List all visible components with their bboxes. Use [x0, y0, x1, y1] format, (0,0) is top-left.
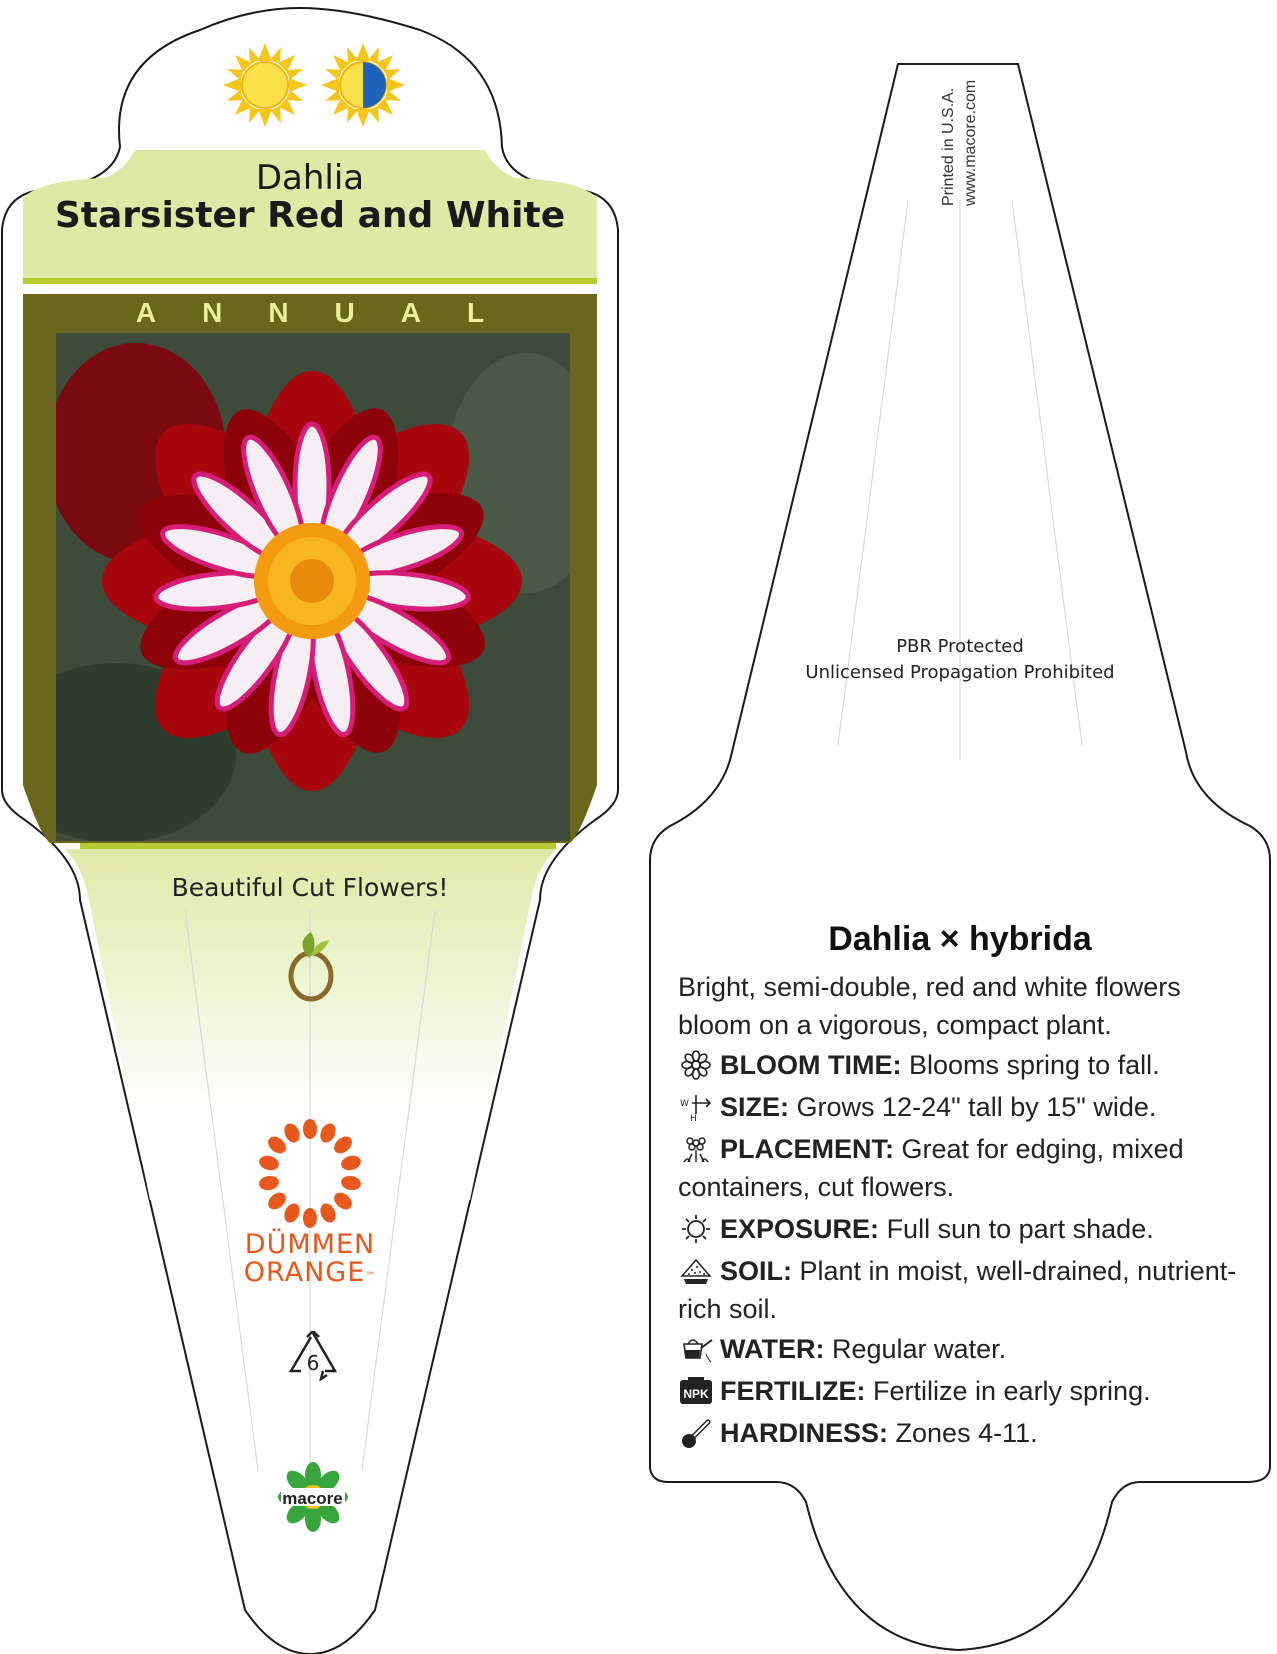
- watering-can-icon: [678, 1334, 714, 1364]
- care-exposure: [678, 1210, 1258, 1248]
- care-water: [678, 1330, 1258, 1368]
- care-bloom-time: [678, 1046, 1258, 1084]
- pbr-line2: Unlicensed Propagation Prohibited: [805, 662, 1115, 683]
- printer-logo-text: macore: [282, 1489, 343, 1508]
- printed-line2: www.macore.com: [962, 79, 979, 206]
- care-text: Zones 4-11.: [895, 1418, 1038, 1448]
- care-text: Regular water.: [832, 1334, 1007, 1364]
- care-label: FERTILIZE:: [720, 1376, 866, 1406]
- tagline: Beautiful Cut Flowers!: [171, 873, 449, 902]
- dahlia-flower-photo: [56, 333, 570, 841]
- plant-description: Bright, semi-double, red and white flowers bloom on a vigorous, compact plant.: [678, 972, 1181, 1040]
- placement-icon: [678, 1134, 714, 1164]
- brand-name-line2: ORANGE™: [243, 1257, 377, 1288]
- care-label: SIZE:: [720, 1092, 790, 1122]
- care-hardiness: [678, 1414, 1258, 1452]
- flower-icon: [678, 1050, 714, 1080]
- svg-text:NPK: NPK: [683, 1387, 709, 1401]
- svg-text:H: H: [690, 1114, 697, 1122]
- scientific-name: Dahlia × hybrida: [828, 920, 1092, 958]
- brand-name-line1: DÜMMEN: [244, 1229, 376, 1260]
- care-soil: [678, 1252, 1258, 1328]
- pbr-line1: PBR Protected: [896, 636, 1024, 657]
- part-sun-icon: [320, 42, 406, 128]
- plant-category: ANNUAL: [135, 297, 531, 328]
- sprout-logo-icon: [285, 930, 337, 1002]
- common-name: Dahlia: [255, 158, 365, 198]
- care-text: Full sun to part shade.: [886, 1214, 1154, 1244]
- care-label: PLACEMENT:: [720, 1134, 894, 1164]
- care-text: Great for edging, mixed containers, cut flowers.: [678, 1134, 1184, 1202]
- printed-line1: Printed in U.S.A.: [940, 87, 957, 206]
- care-label: WATER:: [720, 1334, 825, 1364]
- header-accent-line: [23, 278, 597, 284]
- soil-icon: [678, 1256, 714, 1286]
- care-label: HARDINESS:: [720, 1418, 889, 1448]
- care-text: Plant in moist, well-drained, nutrient-rich soil.: [678, 1256, 1237, 1324]
- svg-text:W: W: [680, 1099, 689, 1109]
- lower-accent-line: [80, 843, 556, 849]
- care-fertilize: [678, 1372, 1258, 1410]
- full-sun-icon: [222, 42, 308, 128]
- care-size: [678, 1088, 1258, 1126]
- care-placement: [678, 1130, 1248, 1206]
- care-label: SOIL:: [720, 1256, 792, 1286]
- sun-icon: [678, 1214, 714, 1244]
- dummen-orange-logo-icon: [258, 1118, 362, 1228]
- care-text: Blooms spring to fall.: [909, 1050, 1160, 1080]
- variety-name: Starsister Red and White: [54, 195, 566, 236]
- care-text: Fertilize in early spring.: [873, 1376, 1151, 1406]
- recycle-number: 6: [306, 1351, 320, 1375]
- printed-in-usa: [940, 60, 980, 220]
- thermometer-icon: [678, 1418, 714, 1448]
- care-text: Grows 12-24" tall by 15" wide.: [796, 1092, 1157, 1122]
- size-icon: [678, 1092, 714, 1122]
- care-label: BLOOM TIME:: [720, 1050, 902, 1080]
- npk-icon: [678, 1376, 714, 1406]
- care-label: EXPOSURE:: [720, 1214, 880, 1244]
